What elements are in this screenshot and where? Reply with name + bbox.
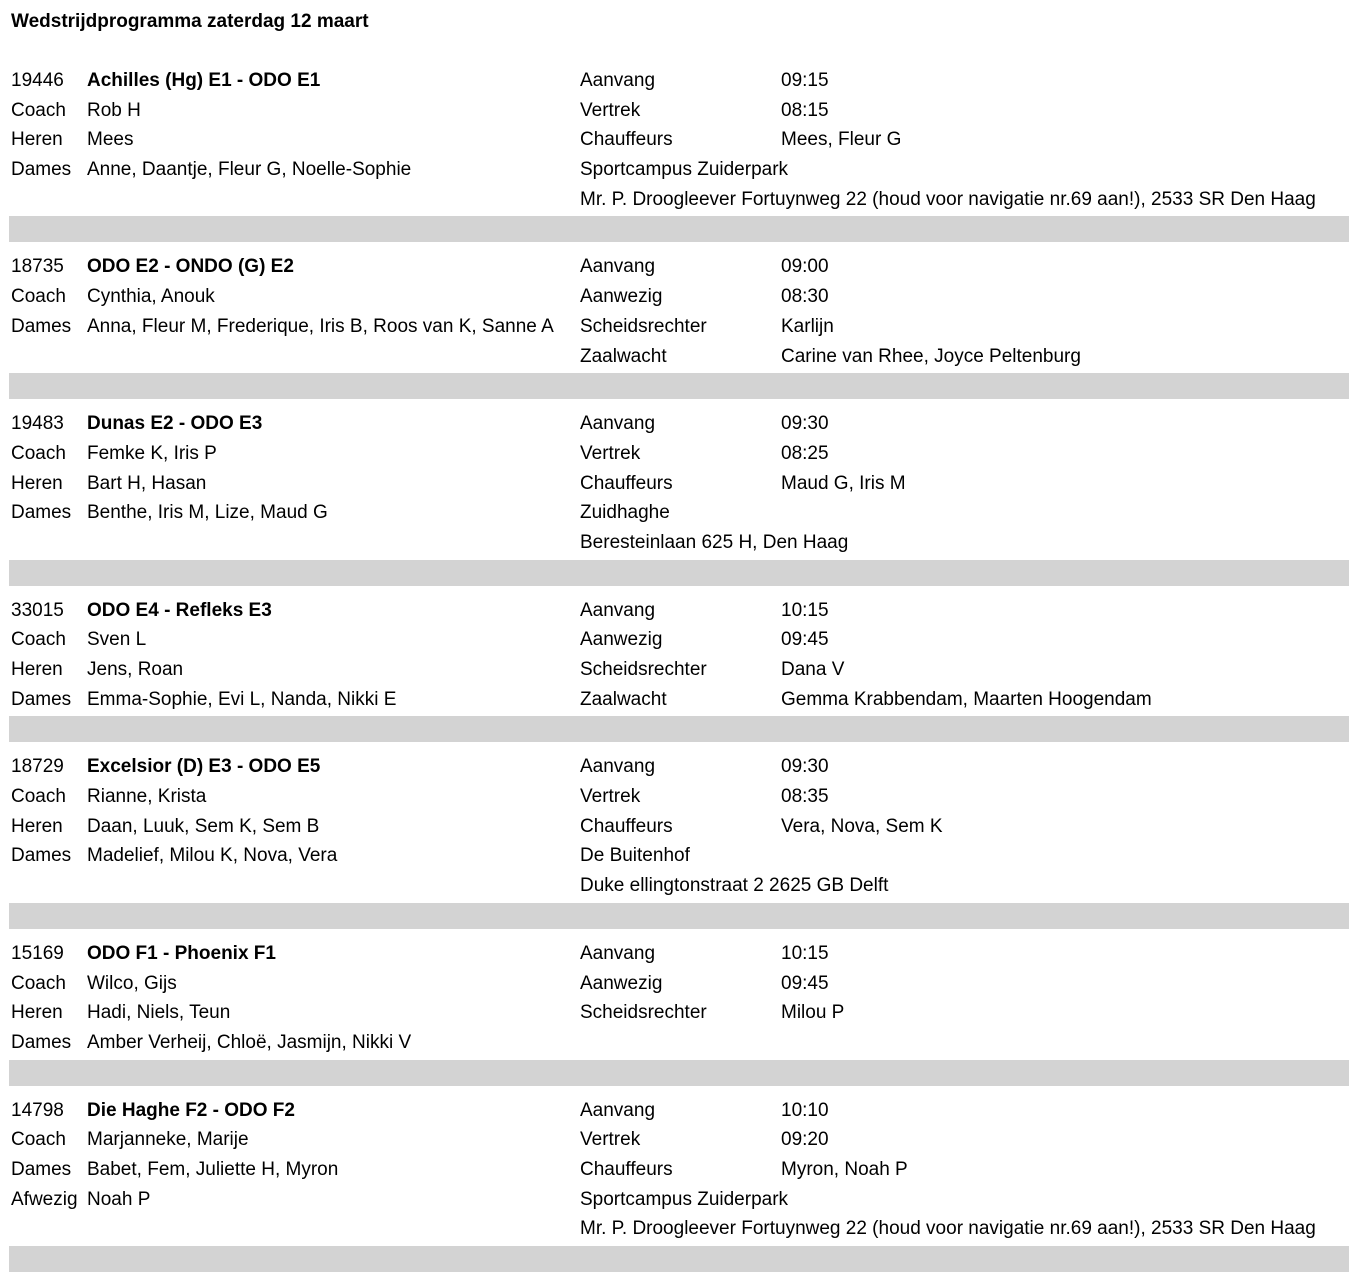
player-names: Amber Verheij, Chloë, Jasmijn, Nikki V (87, 1031, 412, 1053)
match-row (9, 312, 1349, 342)
match-block (9, 409, 1349, 585)
match-row (9, 409, 1349, 439)
match-row (9, 155, 1349, 185)
info-label: Duke ellingtonstraat 2 2625 GB Delft (580, 875, 889, 897)
match-row (9, 1028, 1349, 1058)
match-number: 18735 (11, 256, 64, 278)
match-separator (9, 373, 1349, 399)
info-label: Aanvang (580, 413, 656, 435)
match-row (9, 252, 1349, 282)
info-label: Chauffeurs (580, 129, 673, 151)
match-separator (9, 1060, 1349, 1086)
match-row (9, 469, 1349, 499)
match-block (9, 66, 1349, 242)
match-separator (9, 560, 1349, 586)
role-label: Dames (11, 159, 72, 181)
info-label: Aanvang (580, 599, 656, 621)
player-names: Babet, Fem, Juliette H, Myron (87, 1158, 339, 1180)
role-label: Dames (11, 1158, 72, 1180)
player-names: Anna, Fleur M, Frederique, Iris B, Roos van K, Sanne A (87, 315, 554, 337)
player-names: Cynthia, Anouk (87, 286, 215, 308)
role-label: Coach (11, 972, 66, 994)
info-value: Mees, Fleur G (781, 129, 902, 151)
player-names: Bart H, Hasan (87, 472, 207, 494)
info-value: Vera, Nova, Sem K (781, 815, 943, 837)
info-label: Beresteinlaan 625 H, Den Haag (580, 531, 849, 553)
info-label: Mr. P. Droogleever Fortuynweg 22 (houd voor navigatie nr.69 aan!), 2533 SR Den Haag (580, 1218, 1316, 1240)
info-label: Zaalwacht (580, 345, 667, 367)
match-teams: Excelsior (D) E3 - ODO E5 (87, 756, 321, 778)
player-names: Wilco, Gijs (87, 972, 177, 994)
match-row (9, 185, 1349, 215)
match-row (9, 528, 1349, 558)
info-value: 09:20 (781, 1129, 829, 1151)
info-label: Chauffeurs (580, 1158, 673, 1180)
match-separator (9, 1246, 1349, 1272)
match-row (9, 1214, 1349, 1244)
match-row (9, 439, 1349, 469)
match-row (9, 66, 1349, 96)
player-names: Hadi, Niels, Teun (87, 1002, 231, 1024)
match-number: 19446 (11, 70, 64, 91)
match-number: 15169 (11, 942, 64, 964)
match-block (9, 939, 1349, 1086)
info-value: 09:45 (781, 629, 829, 651)
match-row (9, 282, 1349, 312)
info-value: 09:30 (781, 413, 829, 435)
info-label: Scheidsrechter (580, 315, 707, 337)
match-row (9, 655, 1349, 685)
info-value: Karlijn (781, 315, 834, 337)
player-names: Marjanneke, Marije (87, 1129, 249, 1151)
role-label: Coach (11, 286, 66, 308)
player-names: Benthe, Iris M, Lize, Maud G (87, 502, 328, 524)
match-separator (9, 716, 1349, 742)
info-label: De Buitenhof (580, 845, 690, 867)
player-names: Femke K, Iris P (87, 442, 217, 464)
info-label: Chauffeurs (580, 815, 673, 837)
match-separator (9, 216, 1349, 242)
match-number: 19483 (11, 413, 64, 435)
info-label: Aanvang (580, 756, 656, 778)
info-label: Vertrek (580, 786, 641, 808)
info-value: Milou P (781, 1002, 845, 1024)
role-label: Coach (11, 1129, 66, 1151)
match-row (9, 1185, 1349, 1215)
match-number: 33015 (11, 599, 64, 621)
role-label: Heren (11, 129, 63, 151)
role-label: Coach (11, 786, 66, 808)
info-label: Sportcampus Zuiderpark (580, 159, 789, 181)
info-value: 09:15 (781, 70, 829, 91)
player-names: Emma-Sophie, Evi L, Nanda, Nikki E (87, 688, 397, 710)
info-label: Vertrek (580, 99, 641, 121)
match-row (9, 812, 1349, 842)
match-list (9, 66, 1349, 1282)
info-label: Vertrek (580, 1129, 641, 1151)
info-value: 10:15 (781, 942, 829, 964)
info-label: Scheidsrechter (580, 659, 707, 680)
info-value: Maud G, Iris M (781, 472, 906, 494)
player-names: Rianne, Krista (87, 786, 207, 808)
info-label: Chauffeurs (580, 472, 673, 494)
info-label: Aanvang (580, 70, 656, 91)
match-row (9, 96, 1349, 126)
info-value: 10:10 (781, 1099, 829, 1121)
match-separator (9, 903, 1349, 929)
match-row (9, 498, 1349, 528)
player-names: Madelief, Milou K, Nova, Vera (87, 845, 338, 867)
info-label: Scheidsrechter (580, 1002, 707, 1024)
info-value: Gemma Krabbendam, Maarten Hoogendam (781, 688, 1152, 710)
info-value: Dana V (781, 659, 845, 680)
info-value: 09:45 (781, 972, 829, 994)
info-label: Aanvang (580, 1099, 656, 1121)
match-block (9, 1096, 1349, 1272)
info-value: Myron, Noah P (781, 1158, 908, 1180)
role-label: Coach (11, 629, 66, 651)
role-label: Afwezig (11, 1188, 78, 1210)
info-value: 09:00 (781, 256, 829, 278)
player-names: Daan, Luuk, Sem K, Sem B (87, 815, 320, 837)
match-row (9, 1125, 1349, 1155)
role-label: Heren (11, 1002, 63, 1024)
match-row (9, 685, 1349, 715)
info-label: Zaalwacht (580, 688, 667, 710)
match-row (9, 782, 1349, 812)
match-row (9, 939, 1349, 969)
match-teams: Achilles (Hg) E1 - ODO E1 (87, 70, 321, 91)
role-label: Dames (11, 502, 72, 524)
info-value: 08:25 (781, 442, 829, 464)
info-label: Aanvang (580, 256, 656, 278)
info-label: Aanwezig (580, 972, 663, 994)
info-value: 10:15 (781, 599, 829, 621)
match-row (9, 596, 1349, 626)
player-names: Anne, Daantje, Fleur G, Noelle-Sophie (87, 159, 412, 181)
match-row (9, 1096, 1349, 1126)
info-label: Aanvang (580, 942, 656, 964)
match-teams: ODO E2 - ONDO (G) E2 (87, 256, 294, 278)
info-value: Carine van Rhee, Joyce Peltenburg (781, 345, 1081, 367)
match-row (9, 125, 1349, 155)
match-row (9, 969, 1349, 999)
match-block (9, 596, 1349, 743)
info-value: 09:30 (781, 756, 829, 778)
role-label: Heren (11, 472, 63, 494)
role-label: Heren (11, 815, 63, 837)
role-label: Coach (11, 99, 66, 121)
info-label: Vertrek (580, 442, 641, 464)
match-row (9, 1155, 1349, 1185)
player-names: Mees (87, 129, 134, 151)
match-number: 14798 (11, 1099, 64, 1121)
page-title: Wedstrijdprogramma zaterdag 12 maart (11, 11, 369, 32)
player-names: Sven L (87, 629, 147, 651)
match-row (9, 841, 1349, 871)
match-row (9, 752, 1349, 782)
info-label: Mr. P. Droogleever Fortuynweg 22 (houd voor navigatie nr.69 aan!), 2533 SR Den Haag (580, 188, 1316, 210)
role-label: Dames (11, 315, 72, 337)
match-teams: Die Haghe F2 - ODO F2 (87, 1099, 295, 1121)
match-teams: ODO F1 - Phoenix F1 (87, 942, 276, 964)
match-row (9, 342, 1349, 372)
match-block (9, 752, 1349, 928)
info-label: Aanwezig (580, 286, 663, 308)
role-label: Dames (11, 688, 72, 710)
info-label: Aanwezig (580, 629, 663, 651)
info-value: 08:35 (781, 786, 829, 808)
role-label: Dames (11, 1031, 72, 1053)
match-row (9, 625, 1349, 655)
player-names: Noah P (87, 1188, 151, 1210)
role-label: Coach (11, 442, 66, 464)
role-label: Dames (11, 845, 72, 867)
match-row (9, 998, 1349, 1028)
match-teams: Dunas E2 - ODO E3 (87, 413, 263, 435)
info-label: Sportcampus Zuiderpark (580, 1188, 789, 1210)
info-value: 08:30 (781, 286, 829, 308)
role-label: Heren (11, 659, 63, 680)
match-row (9, 871, 1349, 901)
match-number: 18729 (11, 756, 64, 778)
player-names: Rob H (87, 99, 141, 121)
info-value: 08:15 (781, 99, 829, 121)
player-names: Jens, Roan (87, 659, 184, 680)
match-teams: ODO E4 - Refleks E3 (87, 599, 272, 621)
info-label: Zuidhaghe (580, 502, 670, 524)
match-block (9, 252, 1349, 399)
